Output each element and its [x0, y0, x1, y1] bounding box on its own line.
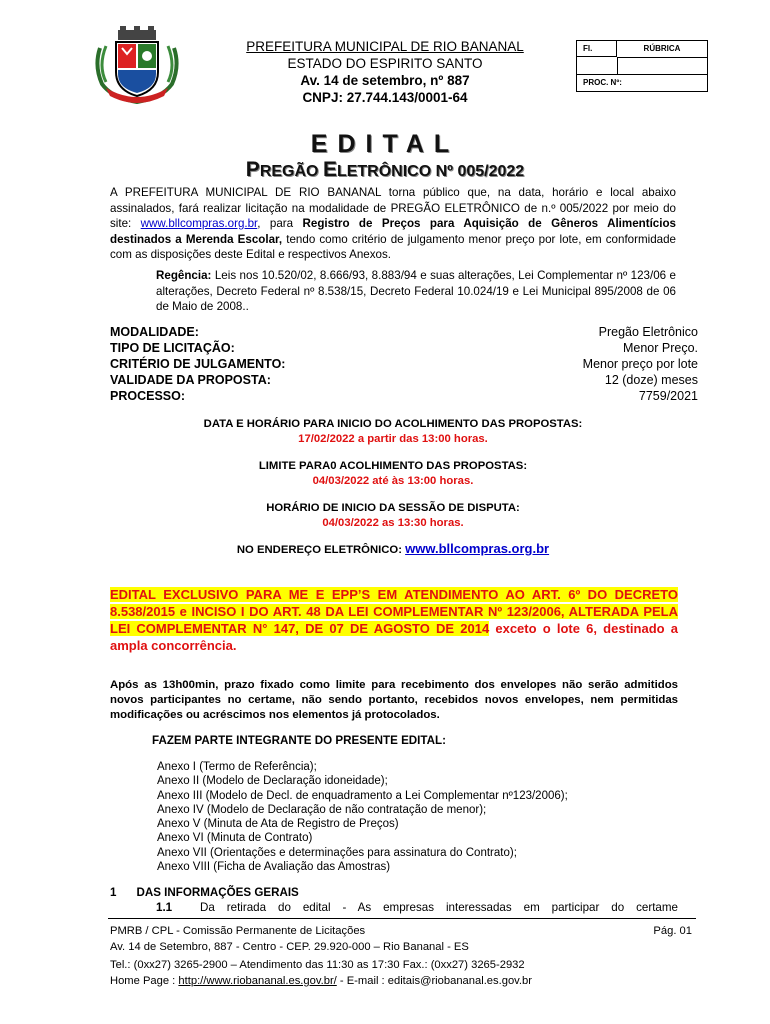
schedule-address: NO ENDEREÇO ELETRÔNICO: www.bllcompras.org.br	[236, 541, 550, 556]
list-item: Anexo IV (Modelo de Declaração de não contratação de menor);	[157, 803, 487, 816]
stamp-cell-fl: Fl.	[577, 41, 617, 57]
deadline-notice: Após as 13h00min, prazo fixado como limite para recebimento dos envelopes não serão admitidos novos participantes no certame, não sendo portanto, recebidos novos envelopes, nem permitidas modificações ou acréscimos nos elementos já protocolados.	[110, 679, 678, 721]
header-line-address: Av. 14 de setembro, nº 887	[300, 73, 470, 88]
stamp-cell-empty-2	[617, 57, 707, 75]
header-line-cnpj: CNPJ: 27.744.143/0001-64	[302, 90, 468, 105]
fact-row: CRITÉRIO DE JULGAMENTO: Menor preço por lote	[110, 357, 698, 371]
footer-line-4: Home Page : http://www.riobananal.es.gov.br/ - E-mail : editais@riobananal.es.gov.br	[110, 975, 532, 987]
document-subtitle: PREGÃO ELETRÔNICO Nº 005/2022	[245, 158, 525, 181]
bid-facts	[110, 324, 698, 404]
section-1-1: 1.1 Da retirada do edital - As empresas interessadas em participar do certame	[156, 901, 678, 914]
intro-paragraph: A PREFEITURA MUNICIPAL DE RIO BANANAL torna público que, na data, horário e local abaixo assinalados, fará realizar licitação na modalidade de PREGÃO ELETRÔNICO de n.º 005/2022 por meio do site: www.bllcompras.org.br, para Registro de Preços para Aquisição de Gêneros Alimentícios destinados a Merenda Escolar, tendo como critério de julgamento menor preço por lote, em conformidade com as disposições deste Edital e respectivos Anexos.	[110, 186, 677, 261]
list-item: Anexo I (Termo de Referência);	[157, 761, 317, 773]
schedule-limit: LIMITE PARA0 ACOLHIMENTO DAS PROPOSTAS: 04/03/2022 até às 13:00 horas.	[258, 460, 528, 487]
annex-list	[157, 760, 568, 874]
exclusive-notice: EDITAL EXCLUSIVO PARA ME E EPP’S EM ATENDIMENTO AO ART. 6º DO DECRETO 8.538/2015 e INCISO I DO ART. 48 DA LEI COMPLEMENTAR Nº 123/2006, ALTERADA PELA LEI COMPLEMENTAR N° 147, DE 07 DE AGOSTO DE 2014 exceto o lote 6, destinado a ampla concorrência.	[110, 587, 678, 653]
schedule-session: HORÁRIO DE INICIO DA SESSÃO DE DISPUTA: 04/03/2022 as 13:30 horas.	[266, 502, 520, 529]
document-title: EDITAL	[310, 130, 460, 158]
stamp-cell-proc: PROC. Nº:	[583, 78, 622, 87]
homepage-link[interactable]: http://www.riobananal.es.gov.br/	[178, 975, 337, 987]
list-item: Anexo VI (Minuta de Contrato)	[157, 832, 313, 845]
protocol-stamp-box	[576, 40, 708, 92]
fact-row: TIPO DE LICITAÇÃO: Menor Preço.	[110, 341, 698, 355]
bllcompras-address-link[interactable]: www.bllcompras.org.br	[405, 541, 550, 556]
footer-divider	[108, 918, 696, 919]
list-item: Anexo VII (Orientações e determinações para assinatura do Contrato);	[157, 846, 517, 859]
annex-title: FAZEM PARTE INTEGRANTE DO PRESENTE EDITAL:	[152, 734, 446, 747]
header-line-municipality: PREFEITURA MUNICIPAL DE RIO BANANAL	[246, 39, 524, 54]
bllcompras-link[interactable]: www.bllcompras.org.br	[140, 217, 258, 230]
list-item: Anexo VIII (Ficha de Avaliação das Amostras)	[157, 861, 391, 874]
list-item: Anexo V (Minuta de Ata de Registro de Preços)	[157, 818, 399, 831]
fact-row: VALIDADE DA PROPOSTA: 12 (doze) meses	[110, 373, 698, 387]
stamp-cell-empty-1	[577, 57, 618, 75]
fact-row: MODALIDADE: Pregão Eletrônico	[110, 325, 698, 339]
list-item: Anexo III (Modelo de Decl. de enquadramento a Lei Complementar nº123/2006);	[157, 789, 568, 802]
header-line-state: ESTADO DO ESPIRITO SANTO	[287, 56, 483, 71]
schedule-start: DATA E HORÁRIO PARA INICIO DO ACOLHIMENTO DAS PROPOSTAS: 17/02/2022 a partir das 13:00 horas.	[203, 418, 583, 445]
letterhead	[190, 38, 580, 106]
footer-line-3: Tel.: (0xx27) 3265-2900 – Atendimento das 11:30 as 17:30 Fax.: (0xx27) 3265-2932	[110, 959, 525, 971]
municipal-crest-icon	[92, 26, 182, 104]
list-item: Anexo II (Modelo de Declaração idoneidade);	[157, 775, 388, 788]
footer-line-2: Av. 14 de Setembro, 887 - Centro - CEP. 29.920-000 – Rio Bananal - ES	[110, 941, 469, 953]
page-number: Pág. 01	[653, 925, 692, 937]
stamp-cell-rubrica: RÚBRICA	[617, 41, 707, 58]
regencia-paragraph: Regência: Leis nos 10.520/02, 8.666/93, 8.883/94 e suas alterações, Lei Complementar nº 123/06 e alterações, Decreto Federal nº 8.538/15, Decreto Federal 10.024/19 e Lei Municipal 895/2008 de 06 de Maio de 2008..	[156, 269, 676, 313]
footer-line-1: PMRB / CPL - Comissão Permanente de Licitações Pág. 01	[110, 925, 692, 937]
section-1-heading: 1 DAS INFORMAÇÕES GERAIS	[110, 886, 299, 899]
fact-row: PROCESSO: 7759/2021	[110, 389, 698, 403]
